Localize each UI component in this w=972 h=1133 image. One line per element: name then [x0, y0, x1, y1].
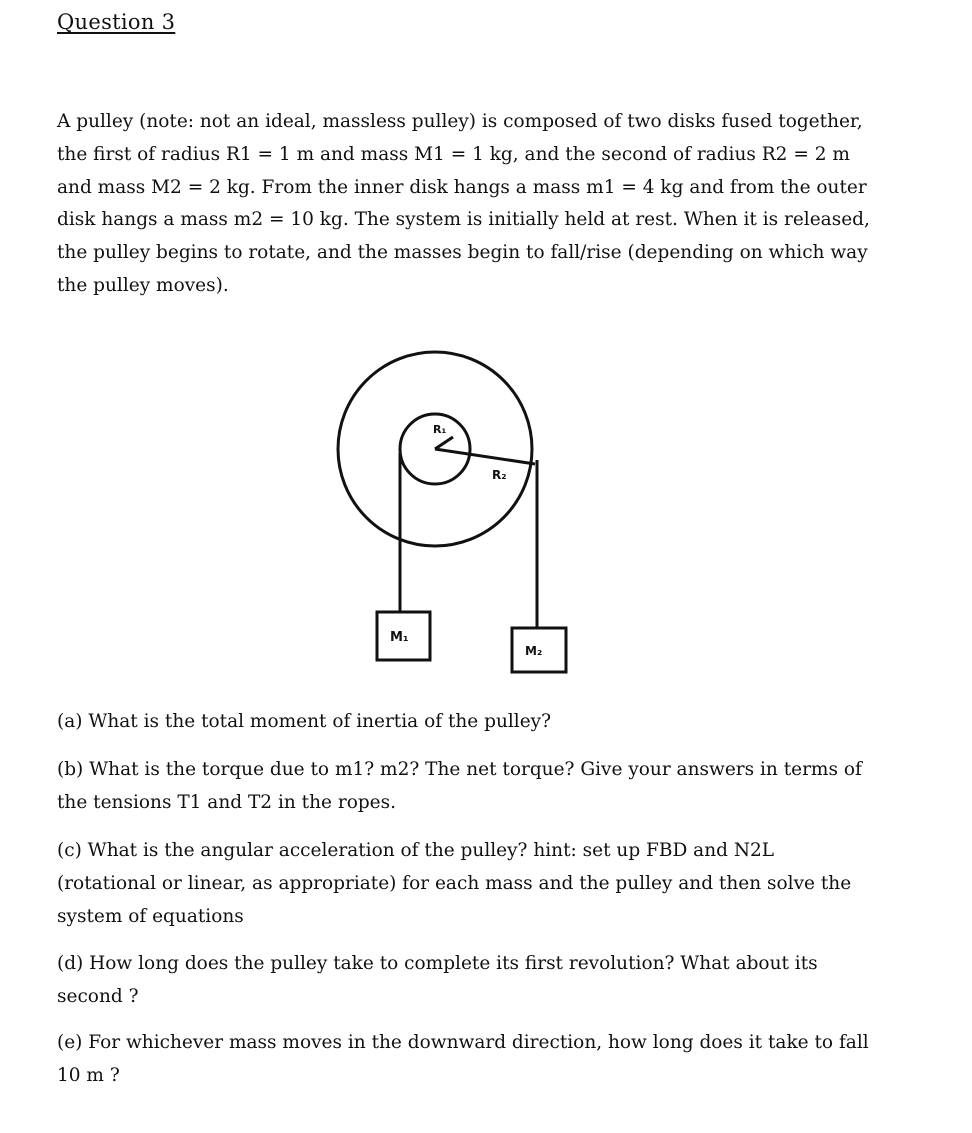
radius-r1-line [435, 437, 453, 449]
problem-line: and mass M2 = 2 kg. From the inner disk hangs a mass m1 = 4 kg and from the outer [57, 176, 867, 198]
question-part-a [57, 706, 887, 739]
problem-line: the pulley begins to rotate, and the masses begin to fall/rise (depending on which way [57, 242, 868, 264]
part-line: second ? [57, 985, 139, 1007]
part-line: (d) How long does the pulley take to complete its first revolution? What about its [57, 953, 818, 974]
label-m1: M₁ [390, 630, 409, 645]
part-line: (rotational or linear, as appropriate) for each mass and the pulley and then solve the [57, 872, 852, 894]
label-r2: R₂ [492, 468, 507, 482]
part-line: (b) What is the torque due to m1? m2? The net torque? Give your answers in terms of [57, 759, 862, 780]
question-part-b [57, 754, 887, 820]
question-part-e [57, 1027, 887, 1093]
pulley-diagram [330, 340, 590, 680]
part-line: (a) What is the total moment of inertia of the pulley? [57, 711, 552, 732]
label-r1: R₁ [433, 423, 447, 436]
problem-line: the pulley moves). [57, 274, 229, 296]
part-line: (c) What is the angular acceleration of the pulley? hint: set up FBD and N2L [57, 840, 775, 861]
part-line: the tensions T1 and T2 in the ropes. [57, 791, 396, 813]
question-part-c [57, 835, 887, 933]
problem-line: disk hangs a mass m2 = 10 kg. The system is initially held at rest. When it is released, [57, 209, 870, 231]
problem-line: the first of radius R1 = 1 m and mass M1 = 1 kg, and the second of radius R2 = 2 m [57, 143, 850, 165]
question-title: Question 3 [57, 10, 176, 34]
radius-r2-line [435, 449, 535, 464]
question-part-d [57, 948, 887, 1014]
problem-line: A pulley (note: not an ideal, massless pulley) is composed of two disks fused together, [57, 111, 863, 132]
label-m2: M₂ [525, 644, 543, 658]
part-line: system of equations [57, 905, 244, 927]
part-line: (e) For whichever mass moves in the downward direction, how long does it take to fall [57, 1032, 869, 1053]
problem-statement [57, 106, 887, 303]
part-line: 10 m ? [57, 1064, 120, 1086]
